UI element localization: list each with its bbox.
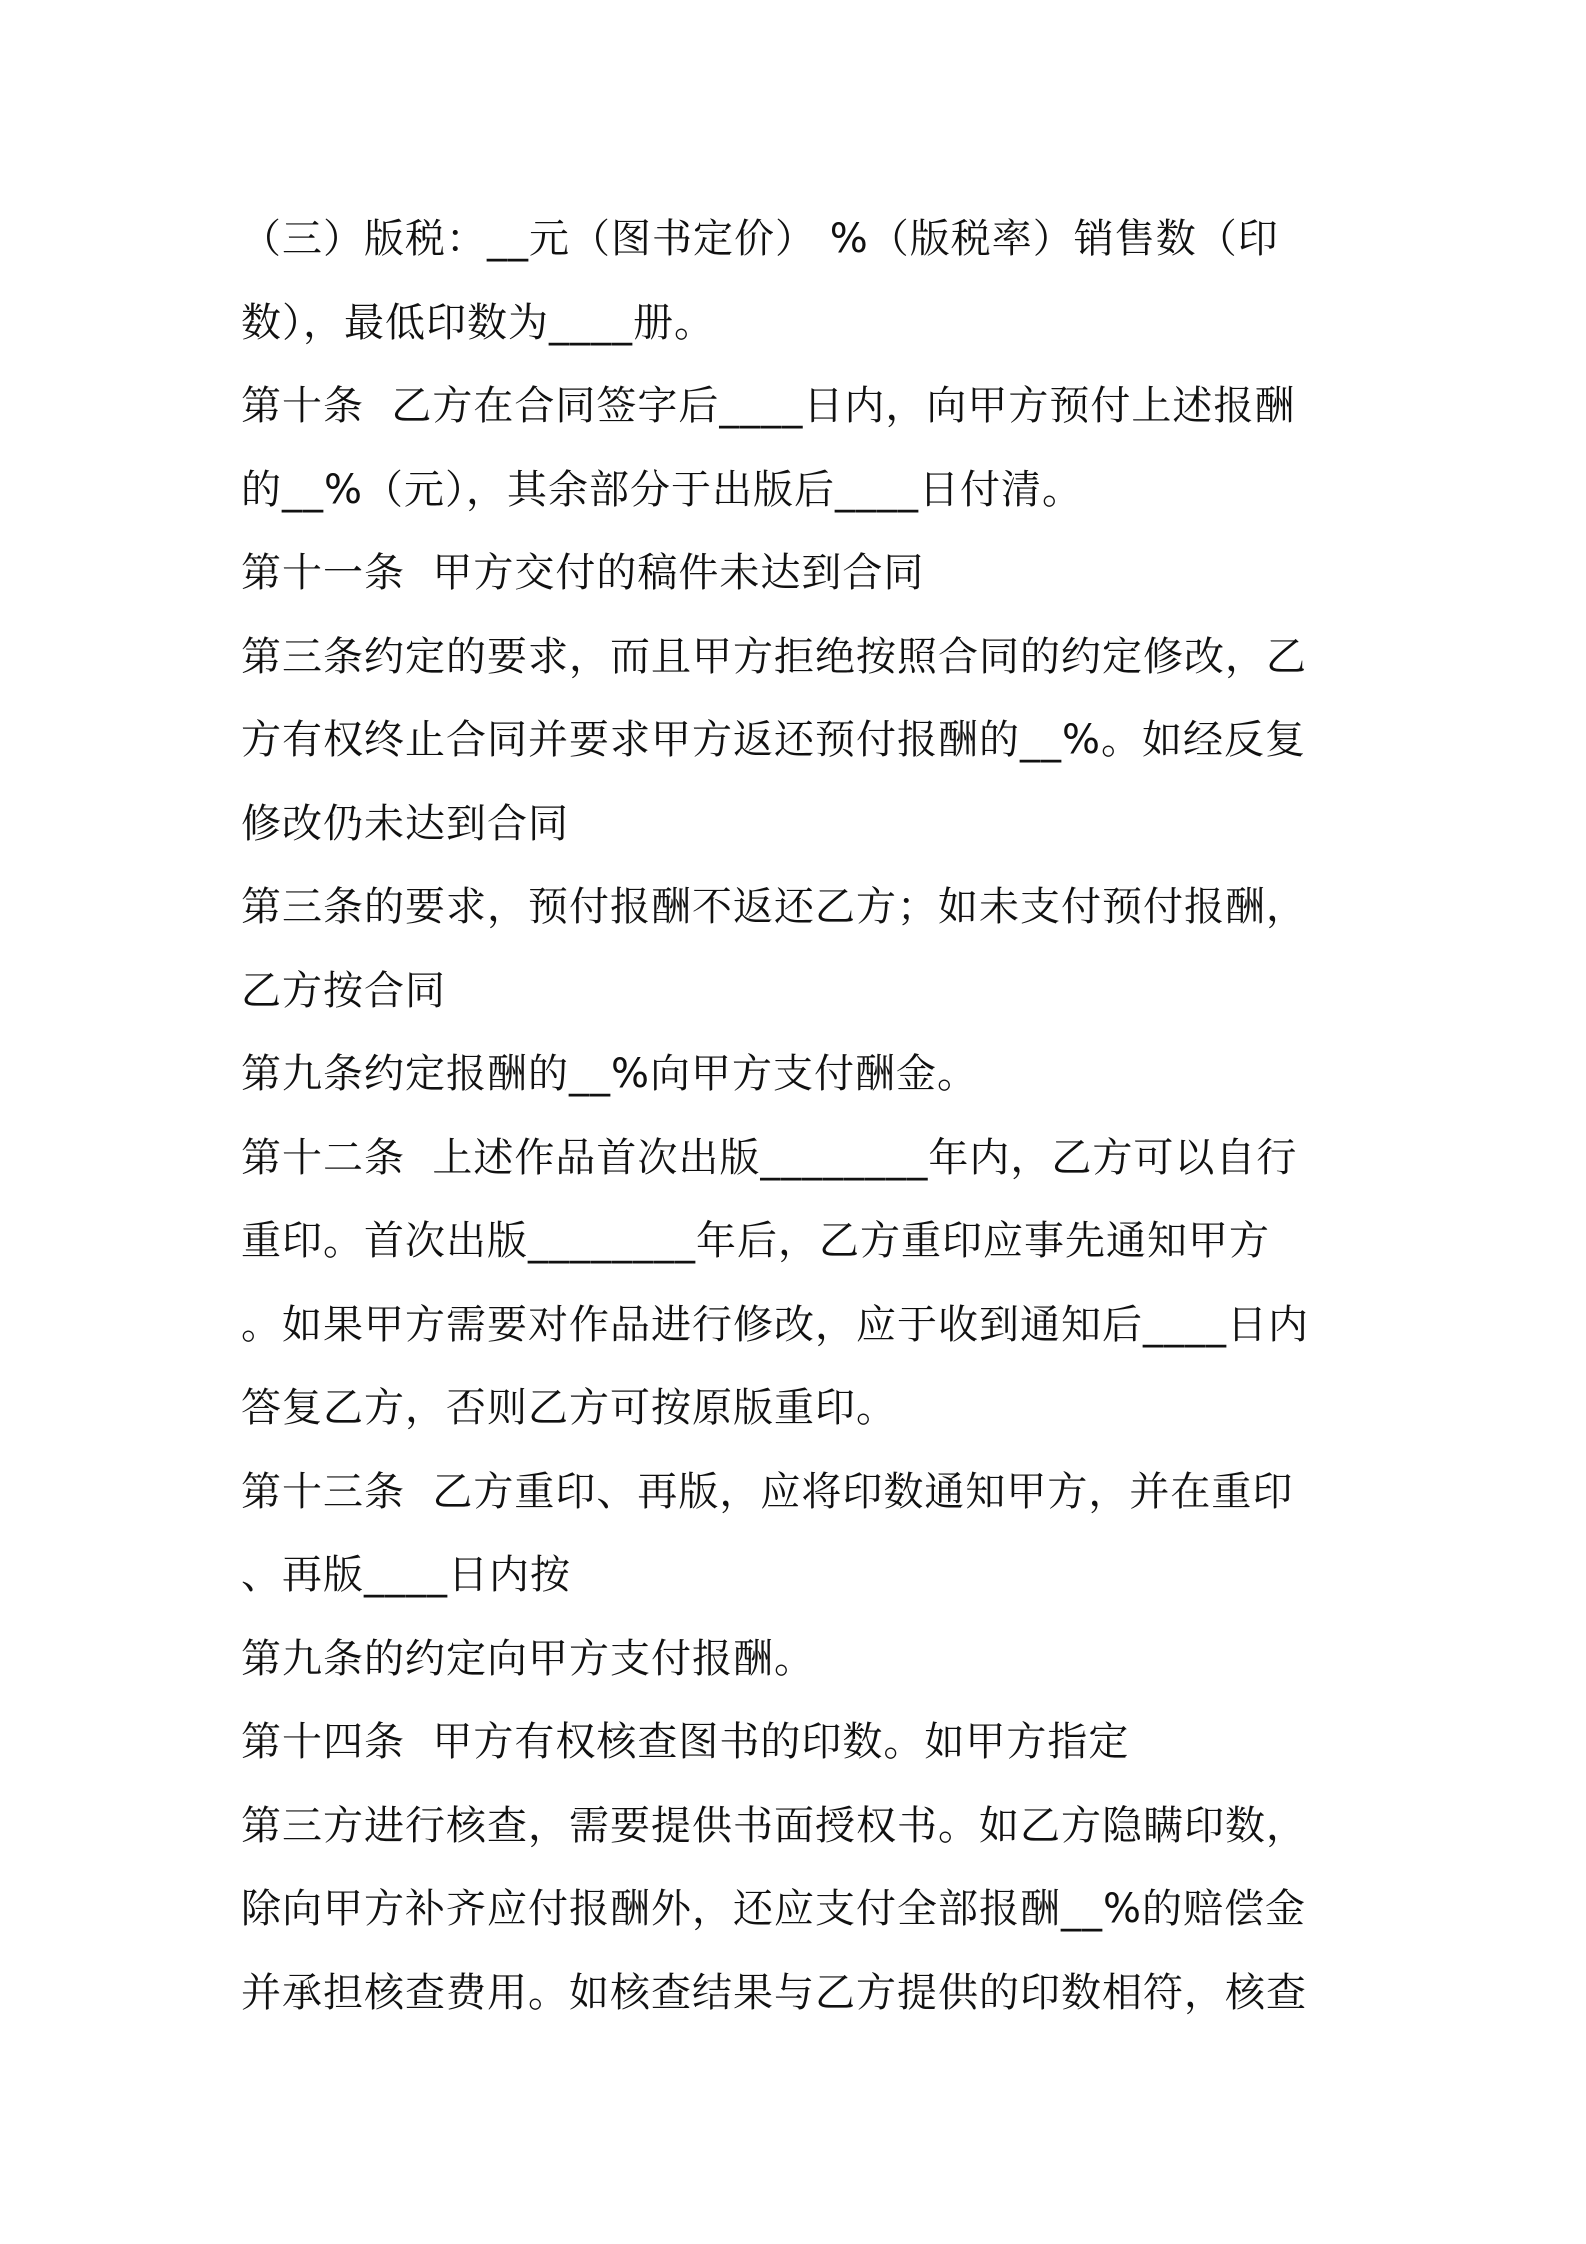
text-line: 方有权终止合同并要求甲方返还预付报酬的__%。如经反复 <box>241 717 1307 763</box>
text-line: 重印。首次出版________年后，乙方重印应事先通知甲方 <box>241 1218 1270 1264</box>
text-line: 。如果甲方需要对作品进行修改，应于收到通知后____日内 <box>241 1301 1309 1348</box>
text-line: 第十三条 乙方重印、再版，应将印数通知甲方，并在重印 <box>241 1468 1294 1515</box>
text-line: 修改仍未达到合同 <box>241 800 569 847</box>
text-line: 第十一条 甲方交付的稿件未达到合同 <box>241 550 925 596</box>
text-line: 第三方进行核查，需要提供书面授权书。如乙方隐瞒印数， <box>241 1802 1307 1849</box>
text-line: 并承担核查费用。如核查结果与乙方提供的印数相符，核查 <box>241 1969 1307 2016</box>
text-line: 第十条 乙方在合同签字后____日内，向甲方预付上述报酬 <box>241 383 1296 429</box>
text-line: 答复乙方，否则乙方可按原版重印。 <box>241 1385 897 1431</box>
text-line: 第十四条 甲方有权核查图书的印数。如甲方指定 <box>241 1719 1130 1765</box>
text-line: （三）版税：__元（图书定价） %（版税率）销售数（印 <box>241 216 1279 262</box>
text-line: 数），最低印数为____册。 <box>241 299 715 346</box>
contract-text <box>241 198 1361 2035</box>
text-line: 第三条的要求，预付报酬不返还乙方；如未支付预付报酬， <box>241 884 1307 930</box>
text-line: 第九条的约定向甲方支付报酬。 <box>241 1635 815 1682</box>
text-line: 的__%（元），其余部分于出版后____日付清。 <box>241 466 1084 513</box>
text-line: 第十二条 上述作品首次出版________年内，乙方可以自行 <box>241 1134 1298 1181</box>
text-line: 、再版____日内按 <box>241 1552 571 1598</box>
text-line: 第三条约定的要求，而且甲方拒绝按照合同的约定修改，乙 <box>241 633 1307 680</box>
text-line: 除向甲方补齐应付报酬外，还应支付全部报酬__%的赔偿金 <box>241 1886 1307 1932</box>
text-line: 乙方按合同 <box>241 967 446 1014</box>
text-line: 第九条约定报酬的__%向甲方支付酬金。 <box>241 1051 979 1097</box>
